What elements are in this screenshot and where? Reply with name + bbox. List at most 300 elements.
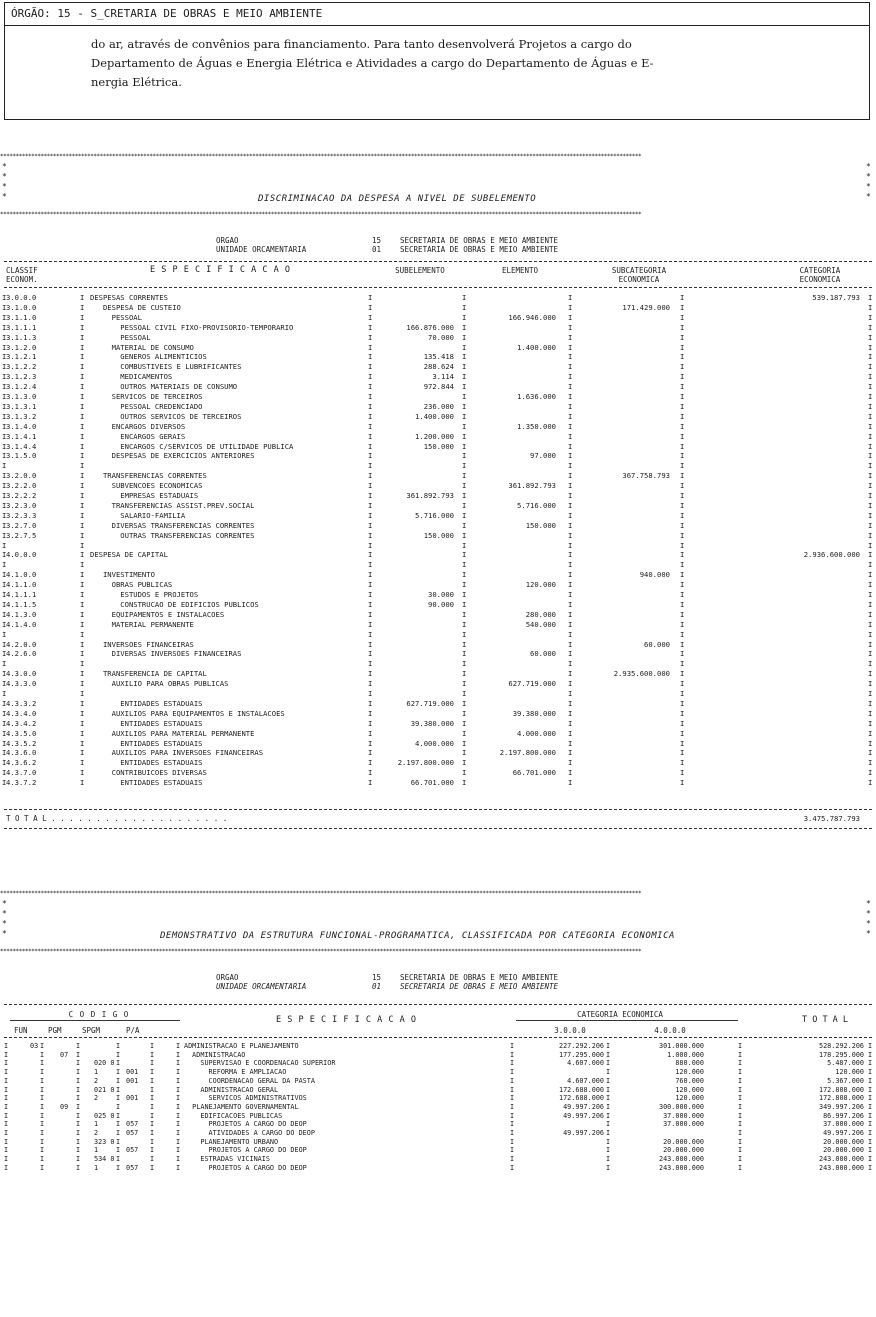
table-row [0,511,876,521]
row-description: PLANEJAMENTO GOVERNAMENTAL [184,1102,299,1111]
spgm-code: 020 0 [94,1059,115,1068]
column-separator: I [868,599,873,609]
classif-code: 4.1.1.5 [6,599,37,609]
subelemento-value: 39.380.000 [410,718,454,728]
col-classif: CLASSIF ECONOM. [6,266,38,284]
subelemento-value: 66.701.000 [410,778,454,788]
classif-code: 4.2.6.0 [6,649,37,659]
column-separator: I [462,441,467,451]
column-separator: I [2,560,7,570]
column-separator: I [462,619,467,629]
column-separator: I [116,1076,121,1085]
column-separator: I [868,293,873,302]
column-separator: I [80,342,85,352]
column-separator: I [80,570,85,580]
column-separator: I [868,609,873,619]
column-separator: I [568,758,573,768]
column-separator: I [40,1094,45,1103]
column-separator: I [150,1085,155,1094]
star-border-left: * * * * [2,162,7,201]
column-separator: I [368,362,373,372]
column-separator: I [116,1129,121,1137]
column-separator: I [80,421,85,431]
column-separator: I [80,768,85,778]
unidade-label: UNIDADE ORCAMENTARIA [216,982,307,991]
column-separator: I [462,500,467,510]
column-separator: I [680,293,685,302]
cat-4000-value: 37.000.000 [663,1111,704,1120]
table-row [0,729,876,739]
column-separator: I [462,302,467,312]
column-separator: I [868,451,873,461]
column-separator: I [2,392,7,401]
row-description: AUXILIOS PARA MATERIAL PERMANENTE [90,728,255,738]
column-separator: I [176,1155,181,1164]
column-separator: I [2,491,7,500]
orgao-name: SECRETARIA DE OBRAS E MEIO AMBIENTE [400,973,559,982]
column-separator: I [462,639,467,649]
column-separator: I [2,550,7,560]
column-separator: I [868,382,873,392]
column-separator: I [568,471,573,481]
col-cat-3000: 3.0.0.0 [554,1026,586,1035]
row-description: DESPESAS DE EXERCICIOS ANTERIORES [90,451,255,461]
table1-top-rule [4,261,872,262]
elemento-value: 627.719.000 [508,679,556,689]
column-separator: I [80,679,85,689]
column-separator: I [462,322,467,332]
total-row [0,814,876,824]
column-separator: I [76,1102,81,1111]
column-separator: I [462,451,467,461]
column-separator: I [868,639,873,649]
column-separator: I [868,1076,873,1085]
column-separator: I [868,421,873,431]
codigo-rule [10,1020,180,1021]
column-separator: I [462,530,467,540]
column-separator: I [462,659,467,669]
classif-code: 4.3.5.2 [6,738,37,748]
column-separator: I [606,1137,611,1146]
column-separator: I [680,669,685,679]
column-separator: I [462,293,467,302]
column-separator: I [2,411,7,421]
column-separator: I [568,629,573,639]
column-separator: I [606,1129,611,1137]
column-separator: I [176,1050,181,1059]
column-separator: I [76,1042,81,1050]
table-row [0,531,876,541]
spgm-code: 1 [94,1146,99,1155]
column-separator: I [462,728,467,738]
column-separator: I [80,689,85,698]
column-separator: I [738,1094,743,1103]
column-separator: I [680,560,685,570]
section1-title: DISCRIMINACAO DA DESPESA A NIVEL DE SUBELEMENTO [258,194,537,204]
column-separator: I [462,550,467,560]
classif-code: 3.1.3.1 [6,401,37,411]
column-separator: I [568,332,573,342]
unidade-code: 01 [372,245,382,254]
classif-code: 3.2.7.5 [6,530,37,540]
row-description: SERVICOS ADMINISTRATIVOS [184,1094,307,1103]
column-separator: I [80,401,85,411]
column-separator: I [462,481,467,491]
column-separator: I [368,431,373,441]
row-description: CONSTRUCAO DE EDIFICIOS PUBLICOS [90,599,259,609]
column-separator: I [606,1155,611,1164]
column-separator: I [176,1111,181,1120]
column-separator: I [568,619,573,629]
column-separator: I [76,1129,81,1137]
col-pgm: PGM [48,1026,62,1035]
column-separator: I [680,471,685,481]
column-separator: I [176,1146,181,1155]
table-row [0,1129,876,1138]
column-separator: I [80,491,85,500]
column-separator: I [462,609,467,619]
row-description: ENTIDADES ESTADUAIS [90,718,203,728]
column-separator: I [738,1155,743,1164]
column-separator: I [4,1137,9,1146]
column-separator: I [40,1059,45,1068]
column-separator: I [2,372,7,382]
column-separator: I [606,1146,611,1155]
subelemento-value: 150.000 [423,530,454,540]
table-row [0,778,876,788]
cat-3000-value: 172.688.000 [558,1094,604,1103]
column-separator: I [868,1129,873,1137]
column-separator: I [680,570,685,580]
column-separator: I [680,708,685,718]
elemento-value: 120.000 [525,580,556,590]
row-description: ENTIDADES ESTADUAIS [90,698,203,708]
paragraph-line: do ar, através de convênios para financiamento. Para tanto desenvolverá Projetos a cargo do [91,37,632,51]
column-separator: I [868,619,873,629]
column-separator: I [462,689,467,698]
column-separator: I [40,1163,45,1172]
row-description: ADMINISTRACAO E PLANEJAMENTO [184,1042,299,1050]
table-row [0,432,876,442]
column-separator: I [368,312,373,322]
table-row [0,1164,876,1173]
subelemento-value: 4.000.000 [415,738,454,748]
row-description: MEDICAMENTOS [90,372,173,382]
cat-4000-value: 20.000.000 [663,1146,704,1155]
total-value: 528.292.206 [818,1042,864,1050]
column-separator: I [510,1059,515,1068]
col-subelemento: SUBELEMENTO [395,266,445,275]
classif-code: 4.3.4.2 [6,718,37,728]
classif-code: 4.3.6.2 [6,758,37,768]
column-separator: I [868,778,873,788]
cat-3000-value: 4.607.000 [567,1059,604,1068]
row-description: AUXILIOS PARA INVERSOES FINANCEIRAS [90,748,264,758]
column-separator: I [462,312,467,322]
table-row [0,362,876,372]
column-separator: I [368,510,373,520]
column-separator: I [2,609,7,619]
row-description: EQUIPAMENTOS E INSTALACOES [90,609,225,619]
column-separator: I [150,1129,155,1137]
column-separator: I [40,1102,45,1111]
table-row [0,1103,876,1112]
column-separator: I [40,1129,45,1137]
column-separator: I [176,1085,181,1094]
column-separator: I [368,758,373,768]
column-separator: I [150,1050,155,1059]
column-separator: I [868,689,873,698]
column-separator: I [568,461,573,471]
column-separator: I [80,352,85,362]
classif-code: 4.1.1.0 [6,580,37,590]
column-separator: I [368,372,373,382]
column-separator: I [462,401,467,411]
table-row [0,1112,876,1121]
elemento-value: 2.197.800.000 [499,748,556,758]
classif-code: 3.1.2.0 [6,342,37,352]
column-separator: I [40,1111,45,1120]
total-value: 243.000.000 [818,1163,864,1172]
column-separator: I [680,421,685,431]
classif-code: 3.1.4.4 [6,441,37,451]
column-separator: I [680,510,685,520]
pgm-code: 09 [60,1102,69,1111]
table-row [0,719,876,729]
column-separator: I [606,1163,611,1172]
column-separator: I [76,1111,81,1120]
row-description: PROJETOS A CARGO DO DEOP [184,1146,307,1155]
table-row [0,620,876,630]
column-separator: I [150,1076,155,1085]
column-separator: I [462,669,467,679]
column-separator: I [510,1120,515,1129]
column-separator: I [2,629,7,639]
column-separator: I [868,401,873,411]
column-separator: I [176,1068,181,1077]
column-separator: I [568,708,573,718]
column-separator: I [76,1076,81,1085]
column-separator: I [568,510,573,520]
cat-4000-value: 20.000.000 [663,1137,704,1146]
column-separator: I [462,362,467,372]
column-separator: I [868,728,873,738]
subelemento-value: 90.000 [428,599,454,609]
column-separator: I [150,1111,155,1120]
column-separator: I [868,738,873,748]
orgao-code: 15 [372,236,382,245]
column-separator: I [606,1094,611,1103]
column-separator: I [606,1042,611,1050]
classif-code: 4.3.4.0 [6,708,37,718]
column-separator: I [868,590,873,599]
row-description: CONTRIBUICOES DIVERSAS [90,768,207,778]
column-separator: I [680,540,685,550]
column-separator: I [680,372,685,382]
total-value: 20.000.000 [823,1146,864,1155]
total-value: 3.475.787.793 [803,814,860,823]
subelemento-value: 150.000 [423,441,454,451]
column-separator: I [368,530,373,540]
subelemento-value: 135.418 [423,352,454,362]
table-row [0,630,876,640]
subelemento-value: 1.400.000 [415,411,454,421]
table-row [0,303,876,313]
column-separator: I [868,580,873,590]
column-separator: I [368,778,373,788]
column-separator: I [868,471,873,481]
column-separator: I [80,738,85,748]
column-separator: I [2,728,7,738]
column-separator: I [868,332,873,342]
total-value: 243.000.000 [818,1155,864,1164]
column-separator: I [368,659,373,669]
column-separator: I [76,1050,81,1059]
classif-code: 3.2.2.0 [6,481,37,491]
subelemento-value: 5.716.000 [415,510,454,520]
column-separator: I [868,491,873,500]
row-description: COORDENACAO GERAL DA PASTA [184,1076,315,1085]
column-separator: I [2,530,7,540]
column-separator: I [2,659,7,669]
column-separator: I [368,342,373,352]
classif-code: 3.1.2.2 [6,362,37,372]
pa-code: 057 [126,1120,139,1129]
column-separator: I [368,461,373,471]
column-separator: I [868,698,873,708]
cat-4000-value: 301.000.000 [658,1042,704,1050]
table-row [0,709,876,719]
table-row [0,1094,876,1103]
column-separator: I [680,530,685,540]
row-description: ENCARGOS C/SERVICOS DE UTILIDADE PUBLICA [90,441,294,451]
column-separator: I [4,1102,9,1111]
table-row [0,461,876,471]
column-separator: I [868,748,873,758]
column-separator: I [868,1050,873,1059]
col-especificacao: E S P E C I F I C A C A O [150,265,291,275]
elemento-value: 1.350.000 [517,421,556,431]
column-separator: I [868,758,873,768]
spgm-code: 025 0 [94,1111,115,1120]
column-separator: I [368,302,373,312]
column-separator: I [510,1085,515,1094]
total-value: 5.487.000 [827,1059,864,1068]
column-separator: I [868,302,873,312]
subelemento-value: 361.892.793 [406,491,454,500]
classif-code: 3.1.1.3 [6,332,37,342]
subelemento-value: 2.197.800.000 [397,758,454,768]
orgao-label: ORGAO [216,973,239,982]
column-separator: I [368,332,373,342]
pa-code: 057 [126,1163,139,1172]
classif-code: 3.2.3.0 [6,500,37,510]
column-separator: I [40,1076,45,1085]
orgao-code: 15 [372,973,382,982]
column-separator: I [680,619,685,629]
column-separator: I [568,540,573,550]
column-separator: I [606,1050,611,1059]
column-separator: I [368,580,373,590]
row-description: TRANSFERENCIA DE CAPITAL [90,669,207,679]
spgm-code: 534 0 [94,1155,115,1164]
column-separator: I [510,1163,515,1172]
star-border-bottom: ************************************************************************************************************************************************************************************************************** [0,211,642,218]
star-border-right: * * * * [866,162,871,201]
column-separator: I [80,302,85,312]
column-separator: I [568,401,573,411]
table-row [0,689,876,699]
column-separator: I [368,382,373,392]
column-separator: I [868,1042,873,1050]
column-separator: I [462,510,467,520]
row-description: ENTIDADES ESTADUAIS [90,758,203,768]
column-separator: I [738,1111,743,1120]
column-separator: I [462,718,467,728]
column-separator: I [368,520,373,530]
column-separator: I [510,1042,515,1050]
column-separator: I [568,738,573,748]
column-separator: I [76,1163,81,1172]
column-separator: I [568,609,573,619]
column-separator: I [510,1094,515,1103]
column-separator: I [2,293,7,302]
column-separator: I [462,461,467,471]
column-separator: I [2,322,7,332]
column-separator: I [80,471,85,481]
column-separator: I [116,1102,121,1111]
col-cat-4000: 4.0.0.0 [654,1026,686,1035]
column-separator: I [2,500,7,510]
star-border-right: * * * * [866,899,871,938]
col-total: T O T A L [801,1015,849,1025]
column-separator: I [680,491,685,500]
column-separator: I [2,520,7,530]
column-separator: I [2,570,7,580]
pa-code: 001 [126,1094,139,1103]
column-separator: I [176,1076,181,1085]
classif-code: 3.1.3.2 [6,411,37,421]
column-separator: I [2,748,7,758]
table-row [0,382,876,392]
column-separator: I [80,362,85,372]
column-separator: I [368,718,373,728]
column-separator: I [680,332,685,342]
pa-code: 001 [126,1068,139,1077]
column-separator: I [368,491,373,500]
classif-code: 3.1.0.0 [6,302,37,312]
table-row [0,1068,876,1077]
classif-code: 3.1.2.3 [6,372,37,382]
row-description: INVERSOES FINANCEIRAS [90,639,194,649]
column-separator: I [368,500,373,510]
column-separator: I [868,708,873,718]
column-separator: I [462,372,467,382]
column-separator: I [368,451,373,461]
column-separator: I [462,778,467,788]
column-separator: I [868,530,873,540]
elemento-value: 97.000 [530,451,556,461]
table-row [0,412,876,422]
table-row [0,570,876,580]
column-separator: I [680,590,685,599]
classif-code: 3.1.3.0 [6,392,37,401]
column-separator: I [738,1120,743,1129]
column-separator: I [680,392,685,401]
pgm-code: 07 [60,1050,69,1059]
classif-code: 4.1.1.1 [6,590,37,599]
column-separator: I [150,1155,155,1164]
